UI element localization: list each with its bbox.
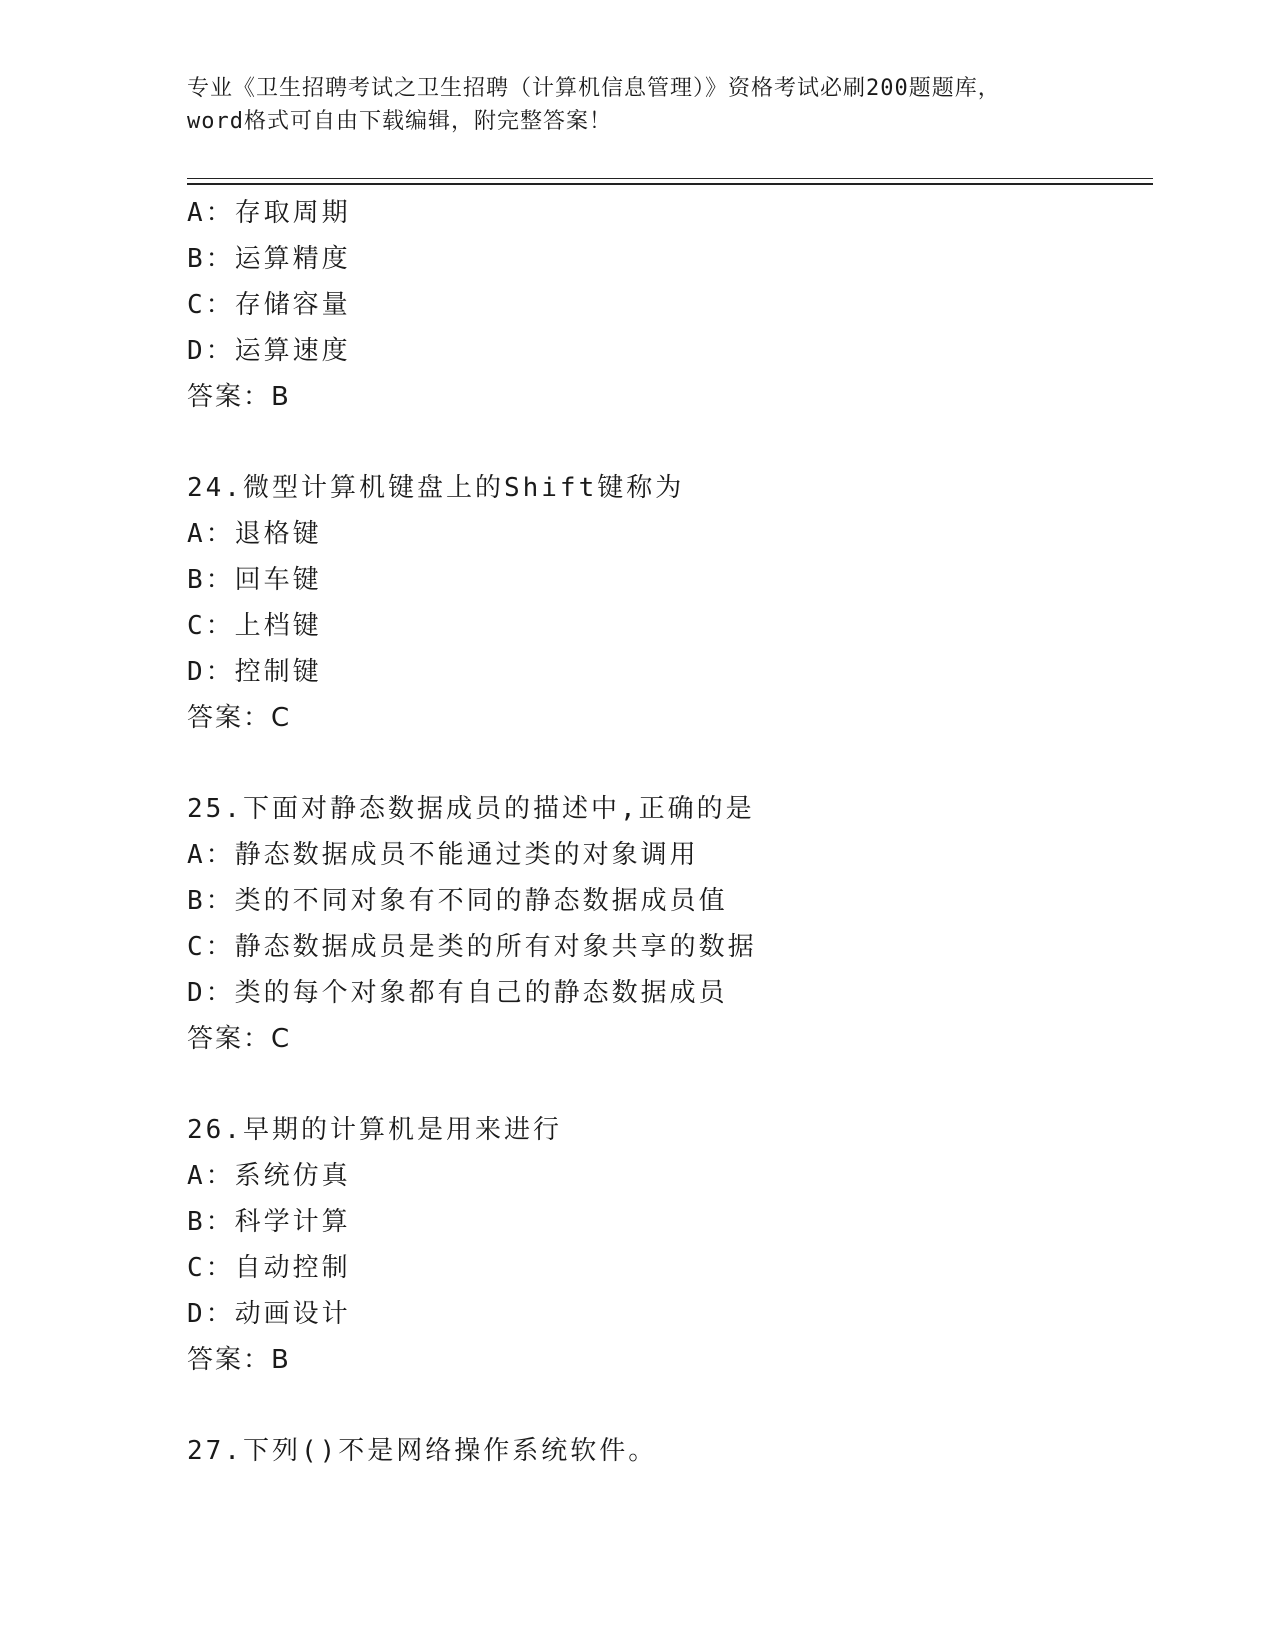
option-a: A：存取周期 — [187, 198, 351, 228]
option-b: B：运算精度 — [187, 244, 351, 274]
header-title-line-1: 专业《卫生招聘考试之卫生招聘（计算机信息管理）》资格考试必刷200题题库， — [187, 76, 1001, 101]
option-d: D：运算速度 — [187, 336, 351, 366]
document-header — [187, 72, 1087, 138]
option-c: C：上档键 — [187, 611, 322, 641]
question-block-27 — [187, 1428, 1153, 1474]
option-c: C：自动控制 — [187, 1253, 351, 1283]
question-spacer — [187, 741, 1153, 786]
question-stem: 26.早期的计算机是用来进行 — [187, 1115, 562, 1145]
question-spacer — [187, 420, 1153, 465]
header-divider-thin — [187, 178, 1153, 179]
answer-line: 答案：B — [187, 382, 291, 412]
question-stem: 27.下列()不是网络操作系统软件。 — [187, 1436, 658, 1466]
question-spacer — [187, 1383, 1153, 1428]
question-block-23 — [187, 190, 1153, 420]
question-spacer — [187, 1062, 1153, 1107]
option-d: D：动画设计 — [187, 1299, 351, 1329]
option-a: A：退格键 — [187, 519, 322, 549]
option-b: B：科学计算 — [187, 1207, 351, 1237]
question-list — [187, 190, 1153, 1474]
question-stem: 24.微型计算机键盘上的Shift键称为 — [187, 473, 685, 503]
option-c: C：存储容量 — [187, 290, 351, 320]
header-divider-thick — [187, 183, 1153, 185]
option-c: C：静态数据成员是类的所有对象共享的数据 — [187, 932, 757, 962]
question-block-24 — [187, 465, 1153, 741]
option-d: D：控制键 — [187, 657, 322, 687]
option-d: D：类的每个对象都有自己的静态数据成员 — [187, 978, 728, 1008]
option-a: A：静态数据成员不能通过类的对象调用 — [187, 840, 699, 870]
question-stem: 25.下面对静态数据成员的描述中,正确的是 — [187, 794, 755, 824]
question-block-26 — [187, 1107, 1153, 1383]
option-a: A：系统仿真 — [187, 1161, 351, 1191]
question-block-25 — [187, 786, 1153, 1062]
answer-line: 答案：C — [187, 1024, 292, 1054]
option-b: B：回车键 — [187, 565, 322, 595]
answer-line: 答案：B — [187, 1345, 291, 1375]
header-title-line-2: word格式可自由下载编辑，附完整答案！ — [187, 109, 612, 134]
option-b: B：类的不同对象有不同的静态数据成员值 — [187, 886, 728, 916]
answer-line: 答案：C — [187, 703, 292, 733]
